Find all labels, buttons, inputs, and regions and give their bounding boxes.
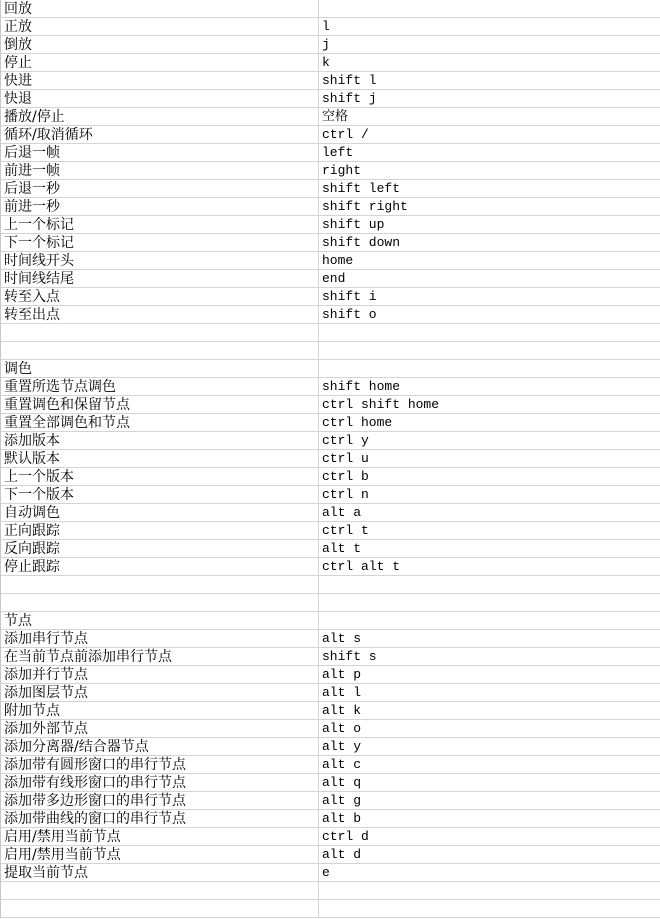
- shortcut-cell[interactable]: [319, 882, 660, 899]
- shortcut-cell[interactable]: alt g: [322, 793, 362, 808]
- shortcut-cell[interactable]: ctrl home: [322, 415, 393, 430]
- action-cell[interactable]: 时间线开头: [1, 252, 319, 269]
- action-cell[interactable]: 默认版本: [1, 450, 319, 467]
- action-cell[interactable]: 调色: [1, 360, 319, 377]
- shortcut-cell[interactable]: shift i: [322, 289, 377, 304]
- shortcut-cell[interactable]: alt y: [322, 739, 362, 754]
- action-cell[interactable]: 快退: [1, 90, 319, 107]
- shortcut-cell[interactable]: [319, 900, 660, 917]
- action-cell[interactable]: 后退一帧: [1, 144, 319, 161]
- table-row: [1, 810, 660, 828]
- action-cell[interactable]: 节点: [1, 612, 319, 629]
- table-row: [1, 108, 660, 126]
- action-cell[interactable]: [1, 594, 319, 611]
- action-cell[interactable]: 下一个标记: [1, 234, 319, 251]
- action-cell[interactable]: 添加带有线形窗口的串行节点: [1, 774, 319, 791]
- action-cell[interactable]: 重置调色和保留节点: [1, 396, 319, 413]
- action-cell[interactable]: 上一个标记: [1, 216, 319, 233]
- action-cell[interactable]: 回放: [1, 0, 319, 17]
- shortcut-cell[interactable]: alt c: [322, 757, 362, 772]
- action-cell[interactable]: 添加并行节点: [1, 666, 319, 683]
- table-row: [1, 180, 660, 198]
- action-cell[interactable]: [1, 900, 319, 917]
- action-cell[interactable]: 自动调色: [1, 504, 319, 521]
- action-cell[interactable]: 转至入点: [1, 288, 319, 305]
- action-cell[interactable]: 循环/取消循环: [1, 126, 319, 143]
- shortcut-cell[interactable]: end: [322, 271, 346, 286]
- table-row: [1, 378, 660, 396]
- table-row: [1, 18, 660, 36]
- table-row: [1, 360, 660, 378]
- table-row: [1, 198, 660, 216]
- shortcut-cell[interactable]: home: [322, 253, 354, 268]
- action-cell[interactable]: 重置全部调色和节点: [1, 414, 319, 431]
- table-row: [1, 558, 660, 576]
- table-row: [1, 522, 660, 540]
- action-cell[interactable]: 上一个版本: [1, 468, 319, 485]
- shortcut-cell[interactable]: ctrl y: [322, 433, 369, 448]
- shortcut-cell[interactable]: ctrl n: [322, 487, 369, 502]
- table-row: [1, 828, 660, 846]
- action-cell[interactable]: 添加分离器/结合器节点: [1, 738, 319, 755]
- shortcut-cell[interactable]: left: [322, 145, 354, 160]
- action-cell[interactable]: 下一个版本: [1, 486, 319, 503]
- action-cell[interactable]: 添加串行节点: [1, 630, 319, 647]
- shortcut-cell[interactable]: shift up: [322, 217, 385, 232]
- action-cell[interactable]: 提取当前节点: [1, 864, 319, 881]
- shortcut-cell[interactable]: alt q: [322, 775, 362, 790]
- table-row: [1, 54, 660, 72]
- action-cell[interactable]: 在当前节点前添加串行节点: [1, 648, 319, 665]
- shortcut-cell[interactable]: shift down: [322, 235, 401, 250]
- shortcut-cell[interactable]: shift o: [322, 307, 377, 322]
- shortcut-cell[interactable]: l: [322, 19, 330, 34]
- shortcut-cell[interactable]: shift s: [322, 649, 377, 664]
- action-cell[interactable]: 添加带曲线的窗口的串行节点: [1, 810, 319, 827]
- action-cell[interactable]: 正向跟踪: [1, 522, 319, 539]
- shortcut-cell[interactable]: alt s: [322, 631, 362, 646]
- shortcut-cell[interactable]: [319, 360, 660, 377]
- shortcut-cell[interactable]: alt l: [322, 685, 362, 700]
- action-cell[interactable]: 启用/禁用当前节点: [1, 846, 319, 863]
- table-row: [1, 666, 660, 684]
- table-row: [1, 630, 660, 648]
- shortcut-cell[interactable]: [319, 0, 660, 17]
- shortcut-cell[interactable]: alt p: [322, 667, 362, 682]
- shortcut-cell[interactable]: ctrl shift home: [322, 397, 440, 412]
- table-row: [1, 540, 660, 558]
- shortcut-cell[interactable]: alt b: [322, 811, 362, 826]
- action-cell[interactable]: [1, 882, 319, 899]
- table-row: [1, 576, 660, 594]
- action-cell[interactable]: [1, 576, 319, 593]
- table-row: [1, 162, 660, 180]
- action-cell[interactable]: 添加版本: [1, 432, 319, 449]
- table-row: [1, 432, 660, 450]
- table-row: [1, 144, 660, 162]
- table-row: [1, 702, 660, 720]
- shortcut-cell[interactable]: alt o: [322, 721, 362, 736]
- table-row: [1, 270, 660, 288]
- table-row: [1, 306, 660, 324]
- table-row: [1, 864, 660, 882]
- table-row: [1, 738, 660, 756]
- shortcut-cell[interactable]: [319, 342, 660, 359]
- shortcut-cell[interactable]: ctrl d: [322, 829, 369, 844]
- shortcut-cell[interactable]: shift l: [322, 73, 377, 88]
- table-row: [1, 900, 660, 918]
- shortcut-cell[interactable]: alt t: [322, 541, 362, 556]
- table-row: [1, 252, 660, 270]
- table-row: [1, 288, 660, 306]
- action-cell[interactable]: 添加图层节点: [1, 684, 319, 701]
- action-cell[interactable]: 重置所选节点调色: [1, 378, 319, 395]
- shortcut-cell[interactable]: [319, 594, 660, 611]
- table-row: [1, 792, 660, 810]
- action-cell[interactable]: [1, 342, 319, 359]
- shortcut-cell[interactable]: shift home: [322, 379, 401, 394]
- table-row: [1, 882, 660, 900]
- shortcut-cell[interactable]: j: [322, 37, 330, 52]
- action-cell[interactable]: 快进: [1, 72, 319, 89]
- shortcut-cell[interactable]: [319, 576, 660, 593]
- action-cell[interactable]: 启用/禁用当前节点: [1, 828, 319, 845]
- action-cell[interactable]: 停止跟踪: [1, 558, 319, 575]
- table-row: [1, 324, 660, 342]
- action-cell[interactable]: 前进一帧: [1, 162, 319, 179]
- table-row: [1, 486, 660, 504]
- action-cell[interactable]: 倒放: [1, 36, 319, 53]
- shortcut-cell[interactable]: alt d: [322, 847, 362, 862]
- table-row: [1, 216, 660, 234]
- shortcut-cell[interactable]: [319, 324, 660, 341]
- table-row: [1, 0, 660, 18]
- shortcut-cell[interactable]: alt a: [322, 505, 362, 520]
- table-row: [1, 126, 660, 144]
- action-cell[interactable]: 添加外部节点: [1, 720, 319, 737]
- action-cell[interactable]: 后退一秒: [1, 180, 319, 197]
- action-cell[interactable]: 正放: [1, 18, 319, 35]
- shortcut-cell[interactable]: [319, 612, 660, 629]
- action-cell[interactable]: 附加节点: [1, 702, 319, 719]
- table-row: [1, 720, 660, 738]
- table-row: [1, 342, 660, 360]
- shortcut-cell[interactable]: ctrl b: [322, 469, 369, 484]
- shortcut-cell[interactable]: ctrl /: [322, 127, 369, 142]
- action-cell[interactable]: 停止: [1, 54, 319, 71]
- table-row: [1, 774, 660, 792]
- table-row: [1, 396, 660, 414]
- table-row: [1, 72, 660, 90]
- shortcut-cell[interactable]: ctrl alt t: [322, 559, 401, 574]
- shortcut-cell[interactable]: alt k: [322, 703, 362, 718]
- table-row: [1, 594, 660, 612]
- action-cell[interactable]: 反向跟踪: [1, 540, 319, 557]
- action-cell[interactable]: 添加带有圆形窗口的串行节点: [1, 756, 319, 773]
- action-cell[interactable]: 时间线结尾: [1, 270, 319, 287]
- table-row: [1, 36, 660, 54]
- action-cell[interactable]: [1, 324, 319, 341]
- shortcut-cell[interactable]: shift right: [322, 199, 408, 214]
- table-row: [1, 468, 660, 486]
- shortcut-cell[interactable]: k: [322, 55, 330, 70]
- table-row: [1, 234, 660, 252]
- table-row: [1, 612, 660, 630]
- action-cell[interactable]: 转至出点: [1, 306, 319, 323]
- table-row: [1, 648, 660, 666]
- table-row: [1, 756, 660, 774]
- shortcut-cell[interactable]: shift left: [322, 181, 401, 196]
- table-row: [1, 504, 660, 522]
- shortcut-cell[interactable]: ctrl u: [322, 451, 369, 466]
- table-row: [1, 90, 660, 108]
- action-cell[interactable]: 播放/停止: [1, 108, 319, 125]
- shortcut-cell[interactable]: 空格: [322, 109, 349, 124]
- table-row: [1, 414, 660, 432]
- action-cell[interactable]: 添加带多边形窗口的串行节点: [1, 792, 319, 809]
- shortcut-cell[interactable]: ctrl t: [322, 523, 369, 538]
- shortcut-cell[interactable]: right: [322, 163, 362, 178]
- table-row: [1, 684, 660, 702]
- shortcut-cell[interactable]: e: [322, 865, 330, 880]
- action-cell[interactable]: 前进一秒: [1, 198, 319, 215]
- table-row: [1, 450, 660, 468]
- shortcut-cell[interactable]: shift j: [322, 91, 377, 106]
- table-row: [1, 846, 660, 864]
